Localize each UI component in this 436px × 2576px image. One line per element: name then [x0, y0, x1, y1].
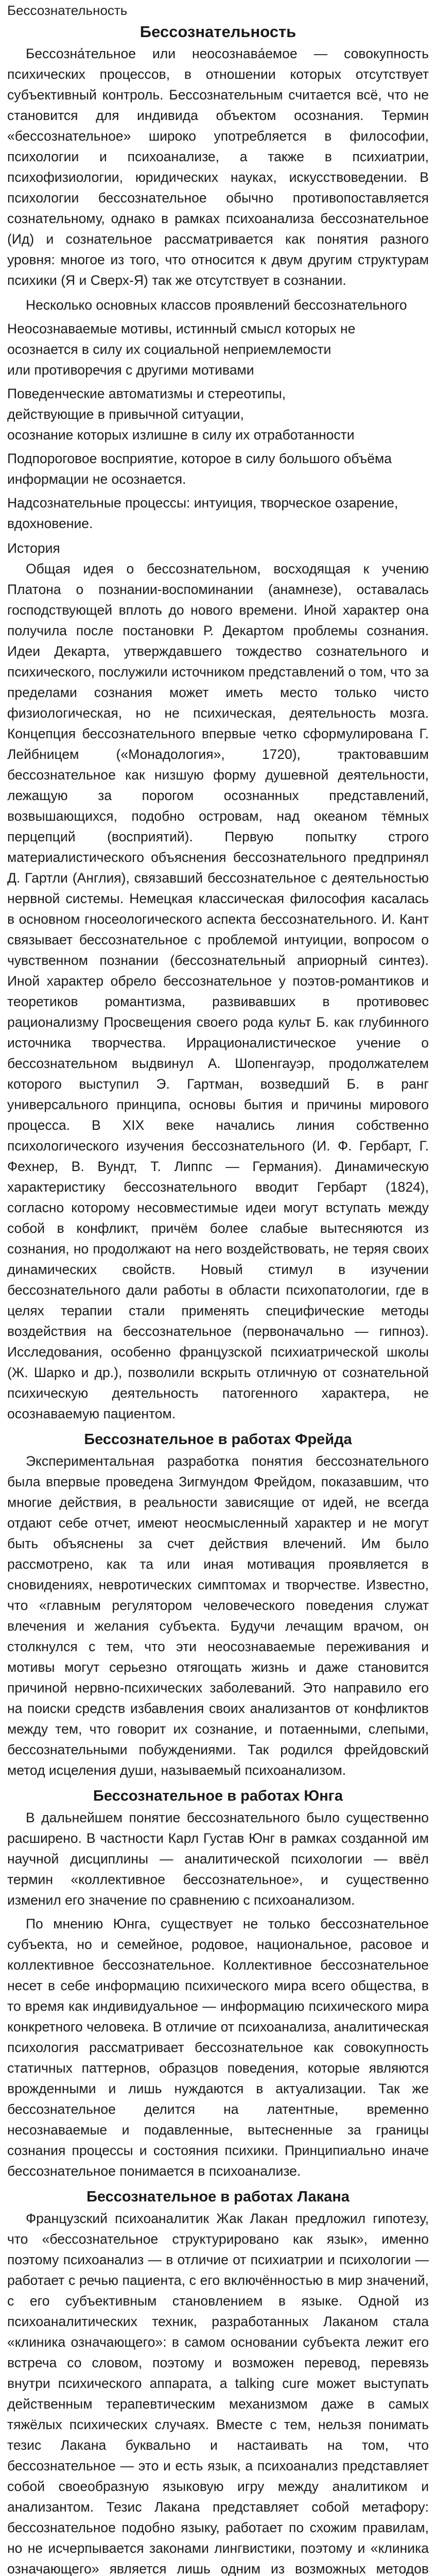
intro-paragraph: Бессозна́тельное или неосознава́емое — совокупность психических процессов, в отношении которых отсутствует субъективный контроль. Бессознательным считается всё, что не становится для индивида объектом осознания. Термин «бессознательное» широко употребляется в философии, психологии и психоанализе, а также в психиатрии, психофизиологии, юридических науках, искусствоведении. В психологии бессознательное обычно противопоставляется сознательному, однако в рамках психоанализа бессознательное (Ид) и сознательное рассматривается как понятия разного уровня: многое из того, что относится к двум другим структурам психики (Я и Сверх-Я) так же отсутствует в сознании. [7, 46, 429, 288]
jung-paragraph-2: По мнению Юнга, существует не только бессознательное субъекта, но и семейное, родовое, национальное, расовое и коллективное бессознательное. Коллективное бессознательное несет в себе информацию психического мира всего общества, в то время как индивидуальное — информацию психического мира конкретного человека. В отличие от психоанализа, аналитическая психология рассматривает бессознательное как совокупность статичных паттернов, образцов поведения, которые являются врожденными и лишь нуждаются в актуализации. Так же бессознательное делится на латентные, временно несознаваемые и подавленные, вытесненные за границы сознания процессы и состояния психики. Принципиально иначе бессознательное понимается в психоанализе. [7, 1916, 429, 2179]
freud-title: Бессознательное в работах Фрейда [84, 1431, 352, 1448]
jung-section [7, 1785, 429, 2181]
history-paragraph: Общая идея о бессознательном, восходящая к учению Платона о познании-воспоминании (анамнезе), оставалась господствующей вплоть до нового времени. Иной характер она получила после постановки Р. Декартом проблемы сознания. Идеи Декарта, утверждавшего тождество сознательного и психического, послужили источником представлений о том, что за пределами сознания может иметь место только чисто физиологическая, но не психическая, деятельность мозга. Концепция бессознательного впервые четко сформулирована Г. Лейбницем («Монадология», 1720), трактовавшим бессознательное как низшую форму душевной деятельности, лежащую за порогом осознанных представлений, возвышающихся, подобно островам, над океаном тёмных перцепций (восприятий). Первую попытку строго материалистического объяснения бессознательного предпринял Д. Гартли (Англия), связавший бессознательное с деятельностью нервной системы. Немецкая классическая философия касалась в основном гносеологического аспекта бессознательного. И. Кант связывает бессознательное с проблемой интуиции, вопросом о чувственном познании (бессознательный априорный синтез). Иной характер обрело бессознательное у поэтов-романтиков и теоретиков романтизма, развивавших в противовес рационализму Просвещения своего рода культ Б. как глубинного источника творчества. Иррационалистическое учение о бессознательном выдвинул А. Шопенгауэр, продолжателем которого выступил Э. Гартман, возведший Б. в ранг универсального принципа, основы бытия и причины мирового процесса. В XIX веке начались линия собственно психологического изучения бессознательного (И. Ф. Гербарт, Г. Фехнер, В. Вундт, Т. Липпс — Германия). Динамическую характеристику бессознательного вводит Гербарт (1824), согласно которому несовместимые идеи могут вступать между собой в конфликт, причём более слабые вытесняются из сознания, но продолжают на него воздействовать, не теряя своих динамических свойств. Новый стимул в изучении бессознательного дали работы в области психопатологии, где в целях терапии стали применять специфические методы воздействия на бессознательное (первоначально — гипноз). Исследования, особенно французской психиатрической школы (Ж. Шарко и др.), позволили вскрыть отличную от сознательной психическую деятельность патогенного характера, не осознаваемую пациентом. [7, 561, 429, 1421]
classes-section [7, 295, 429, 534]
jung-paragraph-1: В дальнейшем понятие бессознательного было существенно расширено. В частности Карл Густав Юнг в рамках созданной им научной дисциплины — аналитической психологии — ввёл термин «коллективное бессознательное», и существенно изменил его значение по сравнению с психоанализом. [7, 1810, 429, 1908]
class-item-superconscious: Надсознательные процессы: интуиция, творческое озарение, вдохновение. [7, 495, 398, 531]
class-line: осознание которых излишне в силу их отработанности [7, 427, 355, 443]
class-item-motives [7, 318, 429, 380]
lacan-section [7, 2185, 429, 2576]
class-line: Поведенческие автоматизмы и стереотипы, [7, 386, 286, 401]
class-line: действующие в привычной ситуации, [7, 406, 244, 422]
page-title: Бессознательность [139, 23, 297, 41]
classes-heading: Несколько основных классов проявлений бессознательного [26, 297, 407, 313]
class-item-subliminal: Подпороговое восприятие, которое в силу большого объёма информации не осознается. [7, 451, 392, 487]
freud-paragraph: Экспериментальная разработка понятия бессознательного была впервые проведена Зигмундом Фрейдом, показавшим, что многие действия, в реальности зависящие от идей, не всегда отдают себе отчет, имеют неосмысленный характер и не могут быть объяснены за счет действия влечений. Им было рассмотрено, как та или иная мотивация проявляется в сновидениях, невротических симптомах и творчестве. Известно, что «главным регулятором человеческого поведения служат влечения и желания субъекта. Будучи лечащим врачом, он столкнулся с тем, что эти неосознаваемые переживания и мотивы могут серьезно отягощать жизнь и даже становится причиной нервно-психических заболеваний. Это направило его на поиски средств избавления своих анализантов от конфликтов между тем, что говорит их сознание, и потаенными, слепыми, бессознательными побуждениями. Так родился фрейдовский метод исцеления души, называемый психоанализом. [7, 1453, 429, 1778]
lacan-title: Бессознательное в работах Лакана [86, 2189, 350, 2205]
freud-section [7, 1428, 429, 1781]
history-label: История [7, 540, 60, 556]
class-item-automatisms [7, 383, 429, 445]
class-line: или противоречия с другими мотивами [7, 362, 254, 378]
breadcrumb: Бессознательность [7, 3, 128, 18]
history-section [7, 538, 429, 1424]
jung-title: Бессознательное в работах Юнга [93, 1788, 343, 1804]
lacan-paragraph: Французский психоаналитик Жак Лакан предложил гипотезу, что «бессознательное структурировано как язык», именно поэтому психоанализ — в отличие от психиатрии и психологии — работает с речью пациента, с его включённостью в мир значений, с его субъективным становлением в языке. Одной из психоаналитических техник, разработанных Лаканом стала «клиника означающего»: в самом основании субъекта лежит его встреча со словом, поэтому и возможен перевод, перевязь внутри психического аппарата, а talking cure может выступать действенным терапевтическим механизмом даже в самых тяжёлых психических случаях. Вместе с тем, нельзя понимать тезис Лакана буквально и настаивать на том, что бессознательное — это и есть язык, а психоанализ представляет собой своеобразную языковую игру между аналитиком и анализантом. Тезис Лакана представляет собой метафору: бессознательное подобно языку, работает по схожим правилам, но не исчерпывается законами лингвистики, поэтому и «клиника означающего» является лишь одним из возможных методов [7, 2211, 429, 2576]
class-line: осознается в силу их социальной неприемлемости [7, 342, 332, 357]
class-line: Неосознаваемые мотивы, истинный смысл которых не [7, 321, 356, 336]
